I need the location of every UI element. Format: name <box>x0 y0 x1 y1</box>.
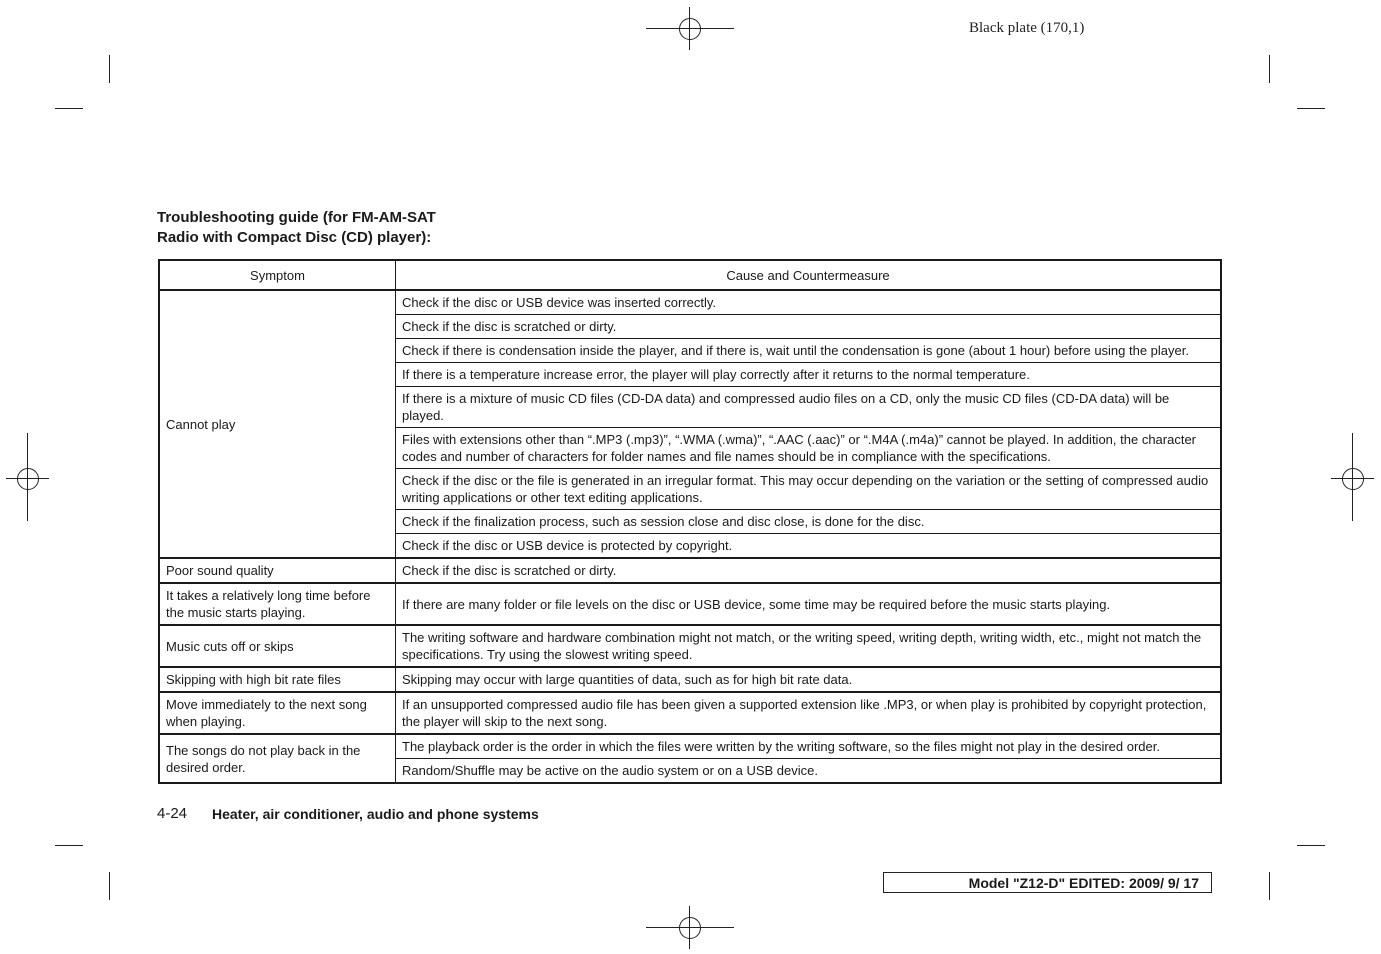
header-symptom: Symptom <box>159 260 396 290</box>
table-row <box>159 558 1221 583</box>
cause-cell: Files with extensions other than “.MP3 (.mp3)”, “.WMA (.wma)”, “.AAC (.aac)” or “.M4A (.m4a)” cannot be played. In addition, the character codes and number of characters for folder names and file names should be in compliance with the specifications. <box>396 428 1222 469</box>
cause-cell: Check if the disc is scratched or dirty. <box>396 558 1222 583</box>
cause-cell: If an unsupported compressed audio file has been given a supported extension like .MP3, or when play is prohibited by copyright protection, the player will skip to the next song. <box>396 692 1222 734</box>
cause-cell: Check if the finalization process, such as session close and disc close, is done for the disc. <box>396 510 1222 534</box>
cause-cell: The playback order is the order in which the files were written by the writing software, so the files might not play in the desired order. <box>396 734 1222 759</box>
table-row <box>159 667 1221 692</box>
page-number: 4-24 <box>157 805 188 822</box>
cause-cell: Check if the disc or USB device is protected by copyright. <box>396 534 1222 559</box>
symptom-cell: Music cuts off or skips <box>159 625 396 667</box>
crop-mark-bottom-right-v <box>1269 872 1270 900</box>
crop-mark-top-right-v <box>1269 55 1270 83</box>
header-cause: Cause and Countermeasure <box>396 260 1222 290</box>
symptom-cell: Move immediately to the next song when playing. <box>159 692 396 734</box>
cause-cell: Skipping may occur with large quantities of data, such as for high bit rate data. <box>396 667 1222 692</box>
table-row <box>159 290 1221 315</box>
cause-cell: The writing software and hardware combination might not match, or the writing speed, writing depth, writing width, etc., might not match the specifications. Try using the slowest writing speed. <box>396 625 1222 667</box>
table-row <box>159 625 1221 667</box>
table-row <box>159 692 1221 734</box>
plate-label: Black plate (170,1) <box>969 20 1085 36</box>
troubleshooting-table <box>158 259 1222 784</box>
cause-cell: If there is a temperature increase error, the player will play correctly after it returns to the normal temperature. <box>396 363 1222 387</box>
symptom-cell: It takes a relatively long time before the music starts playing. <box>159 583 396 625</box>
section-title: Heater, air conditioner, audio and phone systems <box>212 806 539 822</box>
symptom-cell: Cannot play <box>159 290 396 558</box>
symptom-cell: Skipping with high bit rate files <box>159 667 396 692</box>
crop-mark-bottom-left-v <box>109 872 110 900</box>
cause-cell: Check if the disc is scratched or dirty. <box>396 315 1222 339</box>
crop-mark-top-left-v <box>109 55 110 83</box>
crop-mark-bottom-right-h <box>1297 845 1325 846</box>
heading-line-2: Radio with Compact Disc (CD) player): <box>157 229 432 246</box>
cause-cell: Check if the disc or USB device was inserted correctly. <box>396 290 1222 315</box>
model-stamp: Model "Z12-D" EDITED: 2009/ 9/ 17 <box>883 872 1212 893</box>
symptom-cell: Poor sound quality <box>159 558 396 583</box>
cause-cell: If there are many folder or file levels on the disc or USB device, some time may be required before the music starts playing. <box>396 583 1222 625</box>
cause-cell: Random/Shuffle may be active on the audio system or on a USB device. <box>396 759 1222 784</box>
cause-cell: Check if there is condensation inside the player, and if there is, wait until the condensation is gone (about 1 hour) before using the player. <box>396 339 1222 363</box>
table-row <box>159 583 1221 625</box>
cause-cell: Check if the disc or the file is generated in an irregular format. This may occur depending on the variation or the setting of compressed audio writing applications or other text editing applications. <box>396 469 1222 510</box>
crop-mark-top-right-h <box>1297 108 1325 109</box>
cause-cell: If there is a mixture of music CD files (CD-DA data) and compressed audio files on a CD, only the music CD files (CD-DA data) will be played. <box>396 387 1222 428</box>
table-row <box>159 734 1221 759</box>
symptom-cell: The songs do not play back in the desired order. <box>159 734 396 783</box>
crop-mark-bottom-left-h <box>55 845 83 846</box>
heading-line-1: Troubleshooting guide (for FM-AM-SAT <box>157 209 436 226</box>
table-header-row <box>159 260 1221 290</box>
crop-mark-top-left-h <box>55 108 83 109</box>
section-heading <box>157 208 436 248</box>
